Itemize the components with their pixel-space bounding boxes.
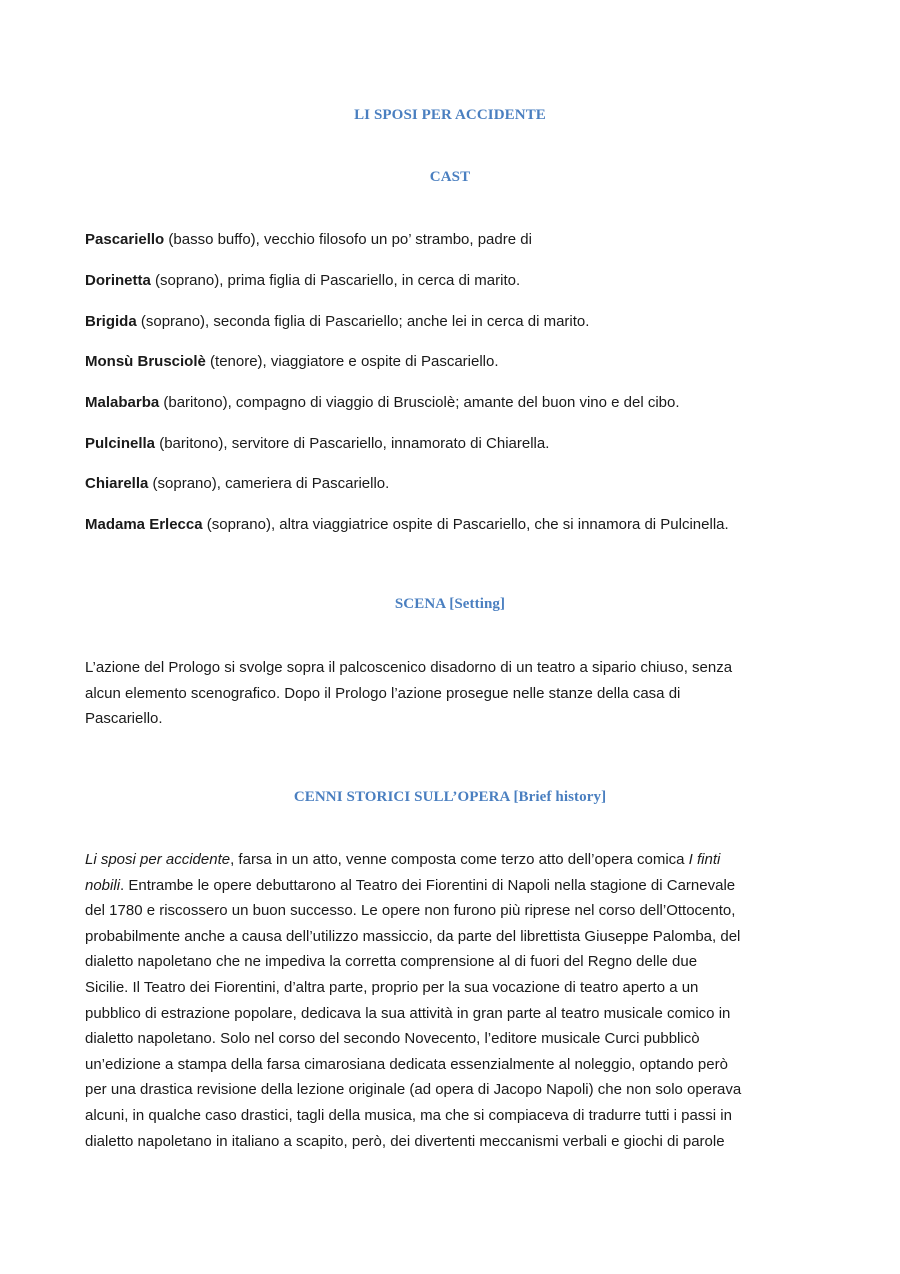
cast-name: Madama Erlecca bbox=[85, 516, 203, 533]
cast-name: Dorinetta bbox=[85, 272, 151, 289]
paragraph-line: probabilmente anche a causa dell’utilizzo massiccio, da parte del librettista Giuseppe Palomba, del bbox=[85, 927, 741, 945]
paragraph-text: , farsa in un atto, venne composta come terzo atto dell’opera comica bbox=[230, 851, 689, 868]
cast-entry bbox=[85, 230, 825, 250]
cast-desc: (soprano), altra viaggiatrice ospite di Pascariello, che si innamora di Pulcinella. bbox=[202, 516, 729, 533]
cast-entry bbox=[85, 393, 825, 413]
cast-entry bbox=[85, 515, 825, 535]
paragraph-line: alcun elemento scenografico. Dopo il Prologo l’azione prosegue nelle stanze della casa di bbox=[85, 684, 681, 702]
cast-entry bbox=[85, 434, 825, 454]
paragraph-line: per una drastica revisione della lezione originale (ad opera di Jacopo Napoli) che non solo operava bbox=[85, 1081, 742, 1099]
paragraph-line: dialetto napoletano che ne impediva la corretta comprensione al di fuori del Regno delle due bbox=[85, 953, 698, 971]
scena-paragraph bbox=[85, 655, 825, 732]
paragraph-line: dialetto napoletano in italiano a scapito, però, dei divertenti meccanismi verbali e giochi di parole bbox=[85, 1132, 725, 1150]
cast-entry bbox=[85, 312, 825, 332]
scena-heading: SCENA [Setting] bbox=[394, 596, 506, 612]
paragraph-line: dialetto napoletano. Solo nel corso del secondo Novecento, l’editore musicale Curci pubblicò bbox=[85, 1030, 700, 1048]
paragraph-line: Sicilie. Il Teatro dei Fiorentini, d’altra parte, proprio per la sua vocazione di teatro aperto a un bbox=[85, 978, 699, 996]
cast-name: Monsù Brusciolè bbox=[85, 353, 206, 370]
cast-name: Malabarba bbox=[85, 394, 160, 411]
cast-entry bbox=[85, 352, 825, 372]
opera-title: Li sposi per accidente bbox=[85, 851, 231, 868]
cast-heading: CAST bbox=[429, 169, 471, 185]
paragraph-line: L’azione del Prologo si svolge sopra il palcoscenico disadorno di un teatro a sipario chiuso, senza bbox=[85, 659, 733, 676]
cast-desc: (soprano), seconda figlia di Pascariello; anche lei in cerca di marito. bbox=[136, 313, 590, 330]
cast-name: Pulcinella bbox=[85, 435, 156, 452]
paragraph-line: pubblico di estrazione popolare, dedicava la sua attività in gran parte al teatro musicale comico in bbox=[85, 1004, 731, 1022]
paragraph-line: un’edizione a stampa della farsa cimarosiana dedicata essenzialmente al noleggio, optando però bbox=[85, 1055, 728, 1073]
paragraph-line: Pascariello. bbox=[85, 710, 163, 728]
cast-desc: (soprano), cameriera di Pascariello. bbox=[148, 475, 390, 492]
cast-name: Brigida bbox=[85, 313, 137, 330]
paragraph-line: del 1780 e riscossero un buon successo. Le opere non furono più riprese nel corso dell’Ottocento, bbox=[85, 902, 736, 920]
opera-title: nobili bbox=[85, 876, 121, 894]
paragraph-line bbox=[85, 847, 825, 873]
cast-desc: (soprano), prima figlia di Pascariello, in cerca di marito. bbox=[150, 272, 521, 289]
cast-desc: (baritono), servitore di Pascariello, innamorato di Chiarella. bbox=[155, 435, 550, 452]
cast-name: Chiarella bbox=[85, 475, 149, 492]
cast-desc: (baritono), compagno di viaggio di Brusciolè; amante del buon vino e del cibo. bbox=[159, 394, 680, 411]
cast-name: Pascariello bbox=[85, 231, 165, 248]
cast-desc: (basso buffo), vecchio filosofo un po’ strambo, padre di bbox=[164, 231, 532, 248]
cast-entry bbox=[85, 474, 825, 494]
document-title: LI SPOSI PER ACCIDENTE bbox=[354, 107, 546, 123]
paragraph-line: alcuni, in qualche caso drastici, tagli della musica, ma che si compiaceva di tradurre tutti i passi in bbox=[85, 1106, 732, 1124]
opera-title: I finti bbox=[688, 851, 721, 868]
cast-entry bbox=[85, 271, 825, 291]
paragraph-line bbox=[85, 873, 825, 899]
paragraph-text: . Entrambe le opere debuttarono al Teatro dei Fiorentini di Napoli nella stagione di Carnevale bbox=[120, 876, 736, 894]
history-heading: CENNI STORICI SULL’OPERA [Brief history] bbox=[293, 789, 607, 805]
cast-desc: (tenore), viaggiatore e ospite di Pascariello. bbox=[205, 353, 499, 370]
history-paragraph bbox=[85, 847, 825, 1154]
